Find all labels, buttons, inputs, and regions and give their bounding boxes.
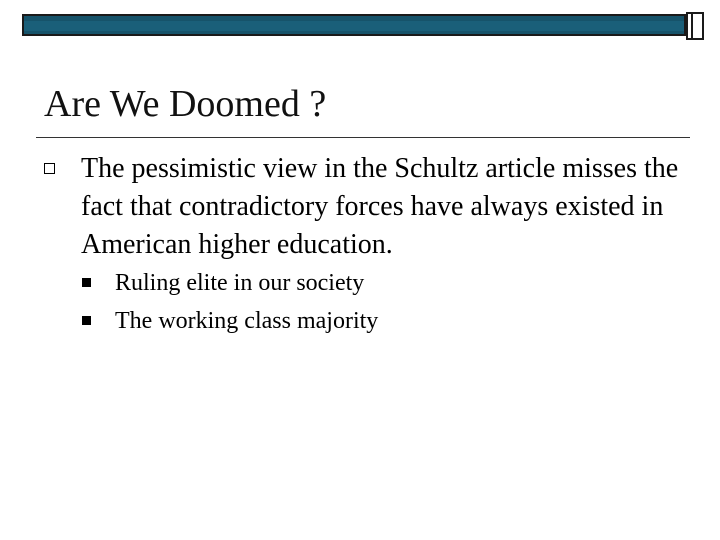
top-banner-stripe xyxy=(24,21,684,31)
title-divider xyxy=(36,137,690,138)
corner-ornament xyxy=(686,12,704,40)
sub-bullet-list xyxy=(82,264,694,340)
hollow-square-bullet-icon xyxy=(44,163,55,174)
corner-ornament-line xyxy=(691,14,693,38)
sub-bullet-item xyxy=(82,302,694,340)
bullet-text: The pessimistic view in the Schultz article misses the fact that contradictory forces have always existed in American higher education. xyxy=(81,153,679,260)
sub-bullet-text: Ruling elite in our society xyxy=(115,270,365,296)
bullet-list xyxy=(44,150,694,340)
bullet-item xyxy=(44,150,694,264)
filled-square-bullet-icon xyxy=(82,316,91,325)
slide-title: Are We Doomed ? xyxy=(44,83,327,125)
filled-square-bullet-icon xyxy=(82,278,91,287)
sub-bullet-text: The working class majority xyxy=(115,308,379,334)
sub-bullet-item xyxy=(82,264,694,302)
top-banner xyxy=(22,14,686,36)
